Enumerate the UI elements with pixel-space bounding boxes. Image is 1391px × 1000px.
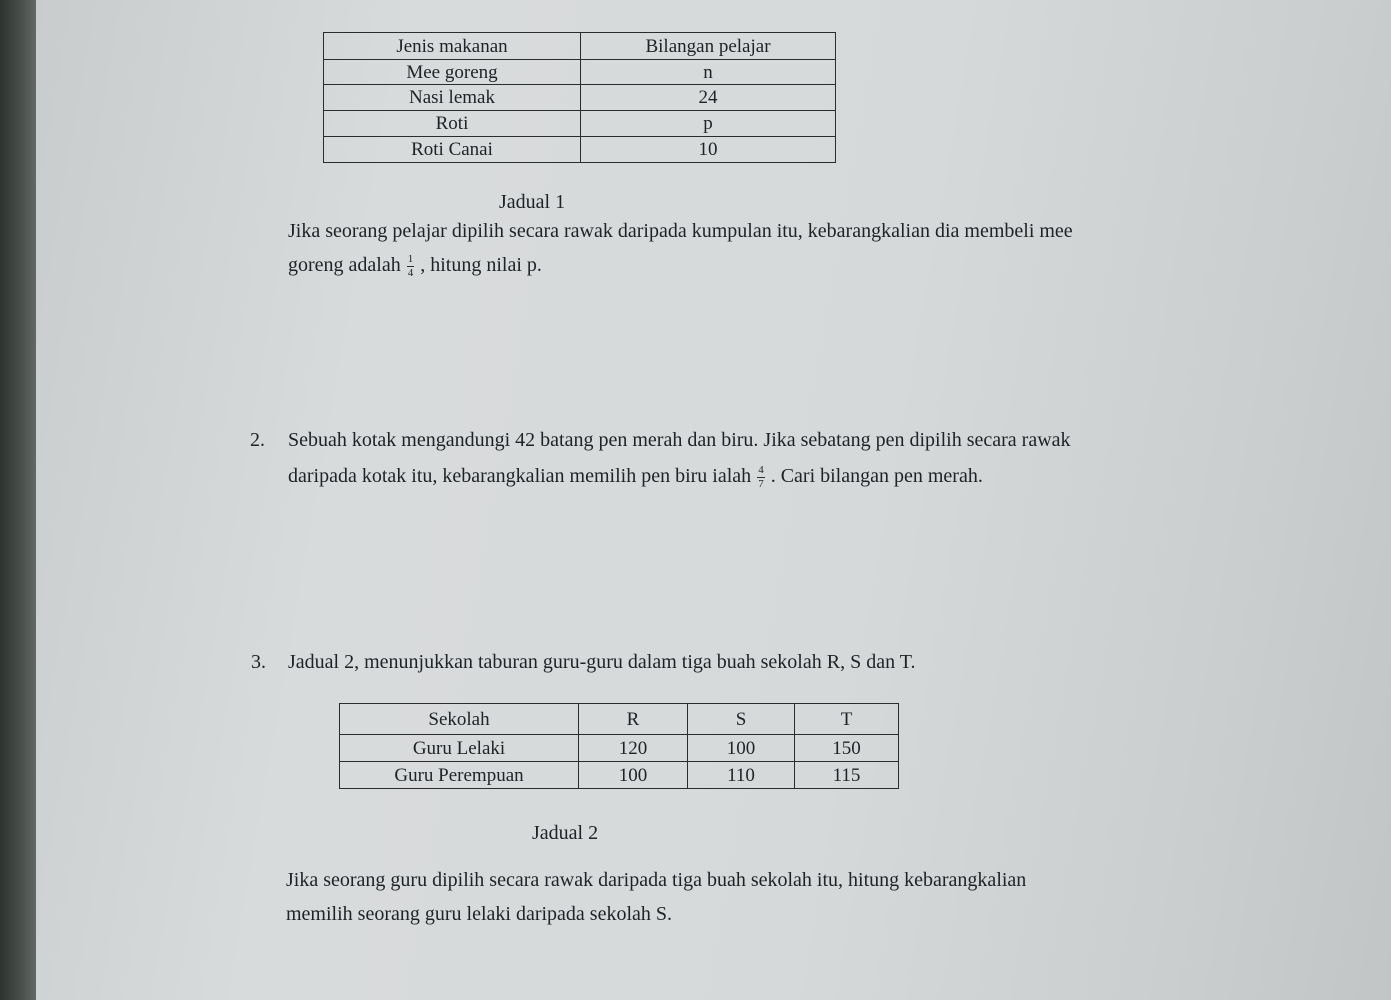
cell-value: 100 xyxy=(688,735,795,762)
header-sekolah: Sekolah xyxy=(340,704,579,735)
table-row xyxy=(340,762,899,789)
table-jadual-2 xyxy=(339,703,899,789)
question-2-text-before: daripada kotak itu, kebarangkalian memilih pen biru ialah xyxy=(288,465,752,487)
table-header-row xyxy=(324,33,836,60)
header-school-s: S xyxy=(688,704,795,735)
table-jadual-1 xyxy=(323,32,836,163)
row-label: Guru Lelaki xyxy=(340,735,579,762)
table-row xyxy=(324,137,836,163)
cell-food: Roti Canai xyxy=(324,137,581,163)
question-2-text-after: . Cari bilangan pen merah. xyxy=(770,465,983,487)
table-row xyxy=(324,111,836,137)
cell-count: p xyxy=(581,111,836,137)
caption-jadual-2: Jadual 2 xyxy=(532,822,599,844)
table-header-row xyxy=(340,704,899,735)
question-1-line-1: Jika seorang pelajar dipilih secara rawak daripada kumpulan itu, kebarangkalian dia membeli mee xyxy=(288,220,1073,242)
question-1-text-before: goreng adalah xyxy=(288,254,401,276)
cell-food: Nasi lemak xyxy=(324,85,581,111)
question-3-line-1: Jika seorang guru dipilih secara rawak daripada tiga buah sekolah itu, hitung kebarangkalian xyxy=(286,869,1027,891)
header-school-t: T xyxy=(795,704,899,735)
question-3-line-2: memilih seorang guru lelaki daripada sekolah S. xyxy=(286,903,673,925)
fraction-numerator: 4 xyxy=(758,463,764,476)
fraction-denominator: 7 xyxy=(758,477,764,490)
fraction-denominator: 4 xyxy=(407,266,414,279)
question-2-line-1: Sebuah kotak mengandungi 42 batang pen merah dan biru. Jika sebatang pen dipilih secara rawak xyxy=(288,429,1071,451)
header-school-r: R xyxy=(579,704,688,735)
question-3-number: 3. xyxy=(251,651,266,673)
table-row xyxy=(340,735,899,762)
question-1-line-2 xyxy=(288,248,542,282)
cell-food: Roti xyxy=(324,111,581,137)
fraction-four-sevenths xyxy=(757,465,765,490)
caption-jadual-1: Jadual 1 xyxy=(499,191,566,213)
cell-value: 120 xyxy=(579,735,688,762)
row-label: Guru Perempuan xyxy=(340,762,579,789)
question-1-text-after: , hitung nilai p. xyxy=(420,254,542,276)
fraction-numerator: 1 xyxy=(407,252,414,265)
question-2-number: 2. xyxy=(250,429,265,451)
cell-count: 10 xyxy=(581,137,836,163)
cell-value: 110 xyxy=(688,762,795,789)
table-row xyxy=(324,85,836,111)
cell-food: Mee goreng xyxy=(324,60,581,85)
background-edge xyxy=(0,0,40,1000)
cell-value: 150 xyxy=(795,735,899,762)
header-bilangan-pelajar: Bilangan pelajar xyxy=(581,33,836,60)
question-2-line-2 xyxy=(288,459,983,493)
cell-value: 100 xyxy=(579,762,688,789)
fraction-one-quarter xyxy=(407,254,415,279)
question-3-intro: Jadual 2, menunjukkan taburan guru-guru dalam tiga buah sekolah R, S dan T. xyxy=(288,651,916,673)
header-jenis-makanan: Jenis makanan xyxy=(324,33,581,60)
cell-count: n xyxy=(581,60,836,85)
cell-value: 115 xyxy=(795,762,899,789)
table-row xyxy=(324,60,836,85)
cell-count: 24 xyxy=(581,85,836,111)
